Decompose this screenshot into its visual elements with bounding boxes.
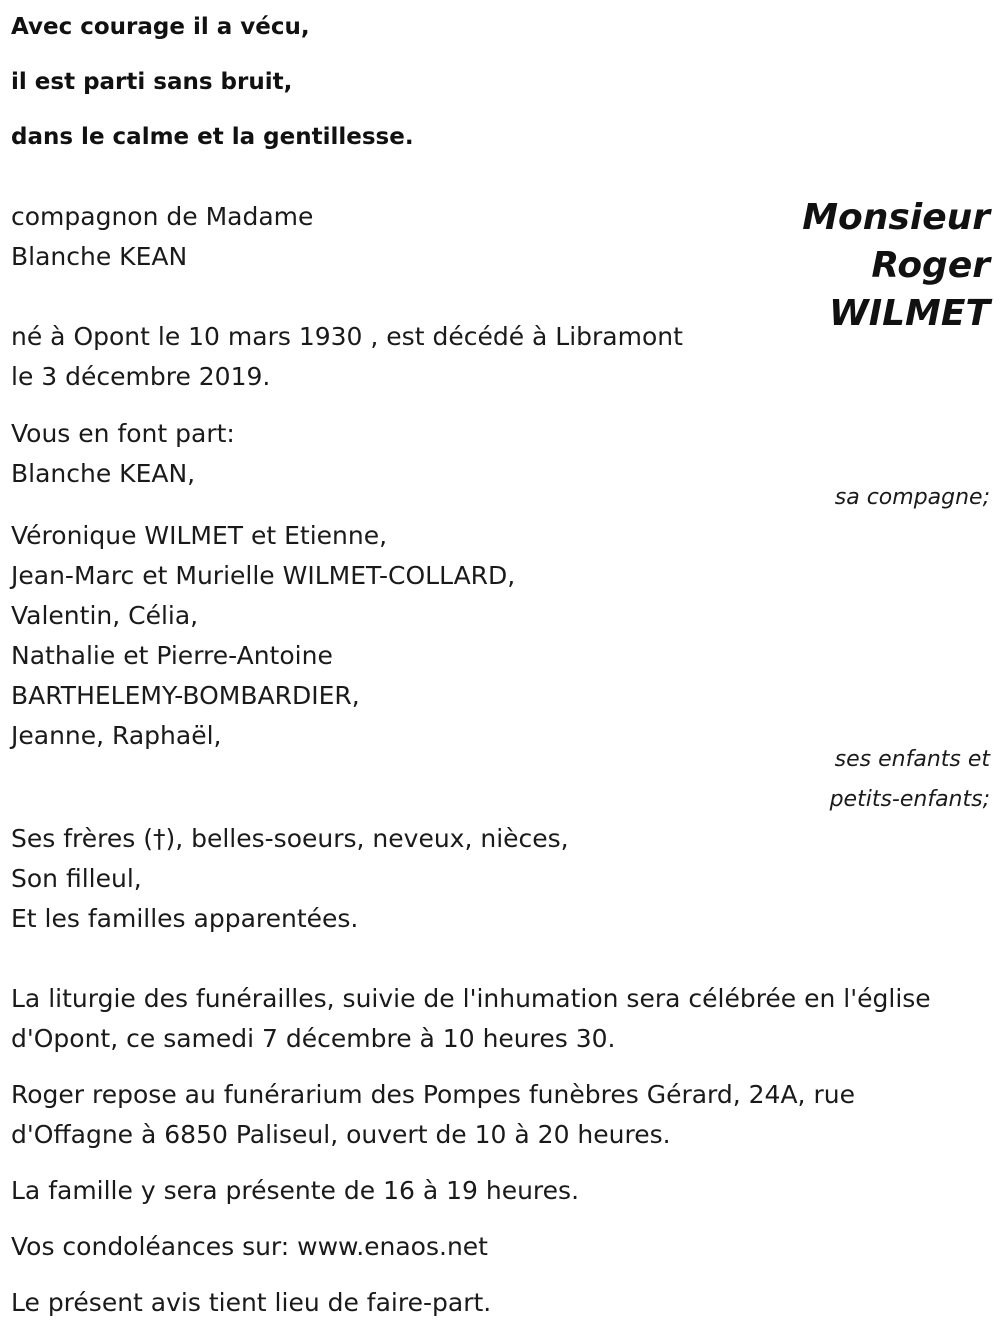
family-line-3: Et les familles apparentées. (11, 904, 359, 933)
children-line-2: Jean-Marc et Murielle WILMET-COLLARD, (11, 561, 516, 590)
announce-line-2: Blanche KEAN, (11, 459, 196, 488)
repose-line-1: Roger repose au funérarium des Pompes funèbres Gérard, 24A, rue (11, 1080, 855, 1109)
presence-line: La famille y sera présente de 16 à 19 heures. (11, 1176, 580, 1205)
announce-line-1: Vous en font part: (11, 419, 235, 448)
deceased-first-name: Roger (871, 245, 990, 286)
condolences-line: Vos condoléances sur: www.enaos.net (11, 1232, 488, 1261)
deceased-last-name: WILMET (828, 293, 990, 334)
children-line-3: Valentin, Célia, (11, 601, 199, 630)
role-children-line-2: petits-enfants; (829, 787, 990, 812)
epigraph-line-1: Avec courage il a vécu, (11, 14, 310, 40)
role-children-line-1: ses enfants et (834, 747, 990, 772)
repose-line-2: d'Offagne à 6850 Paliseul, ouvert de 10 à 20 heures. (11, 1120, 671, 1149)
children-line-6: Jeanne, Raphaël, (11, 721, 222, 750)
funeral-line-1: La liturgie des funérailles, suivie de l'inhumation sera célébrée en l'église (11, 984, 931, 1013)
notice-line: Le présent avis tient lieu de faire-part. (11, 1288, 492, 1317)
role-companion: sa compagne; (834, 485, 990, 510)
companion-line-1: compagnon de Madame (11, 202, 314, 231)
companion-line-2: Blanche KEAN (11, 242, 188, 271)
birth-death-line-1: né à Opont le 10 mars 1930 , est décédé à Libramont (11, 322, 683, 351)
family-line-2: Son filleul, (11, 864, 142, 893)
children-line-1: Véronique WILMET et Etienne, (11, 521, 388, 550)
epigraph-line-3: dans le calme et la gentillesse. (11, 124, 414, 150)
children-line-5: BARTHELEMY-BOMBARDIER, (11, 681, 360, 710)
deceased-title: Monsieur (802, 197, 990, 238)
family-line-1: Ses frères (†), belles-soeurs, neveux, nièces, (11, 824, 569, 853)
funeral-line-2: d'Opont, ce samedi 7 décembre à 10 heures 30. (11, 1024, 616, 1053)
children-line-4: Nathalie et Pierre-Antoine (11, 641, 333, 670)
epigraph-line-2: il est parti sans bruit, (11, 69, 293, 95)
birth-death-line-2: le 3 décembre 2019. (11, 362, 271, 391)
